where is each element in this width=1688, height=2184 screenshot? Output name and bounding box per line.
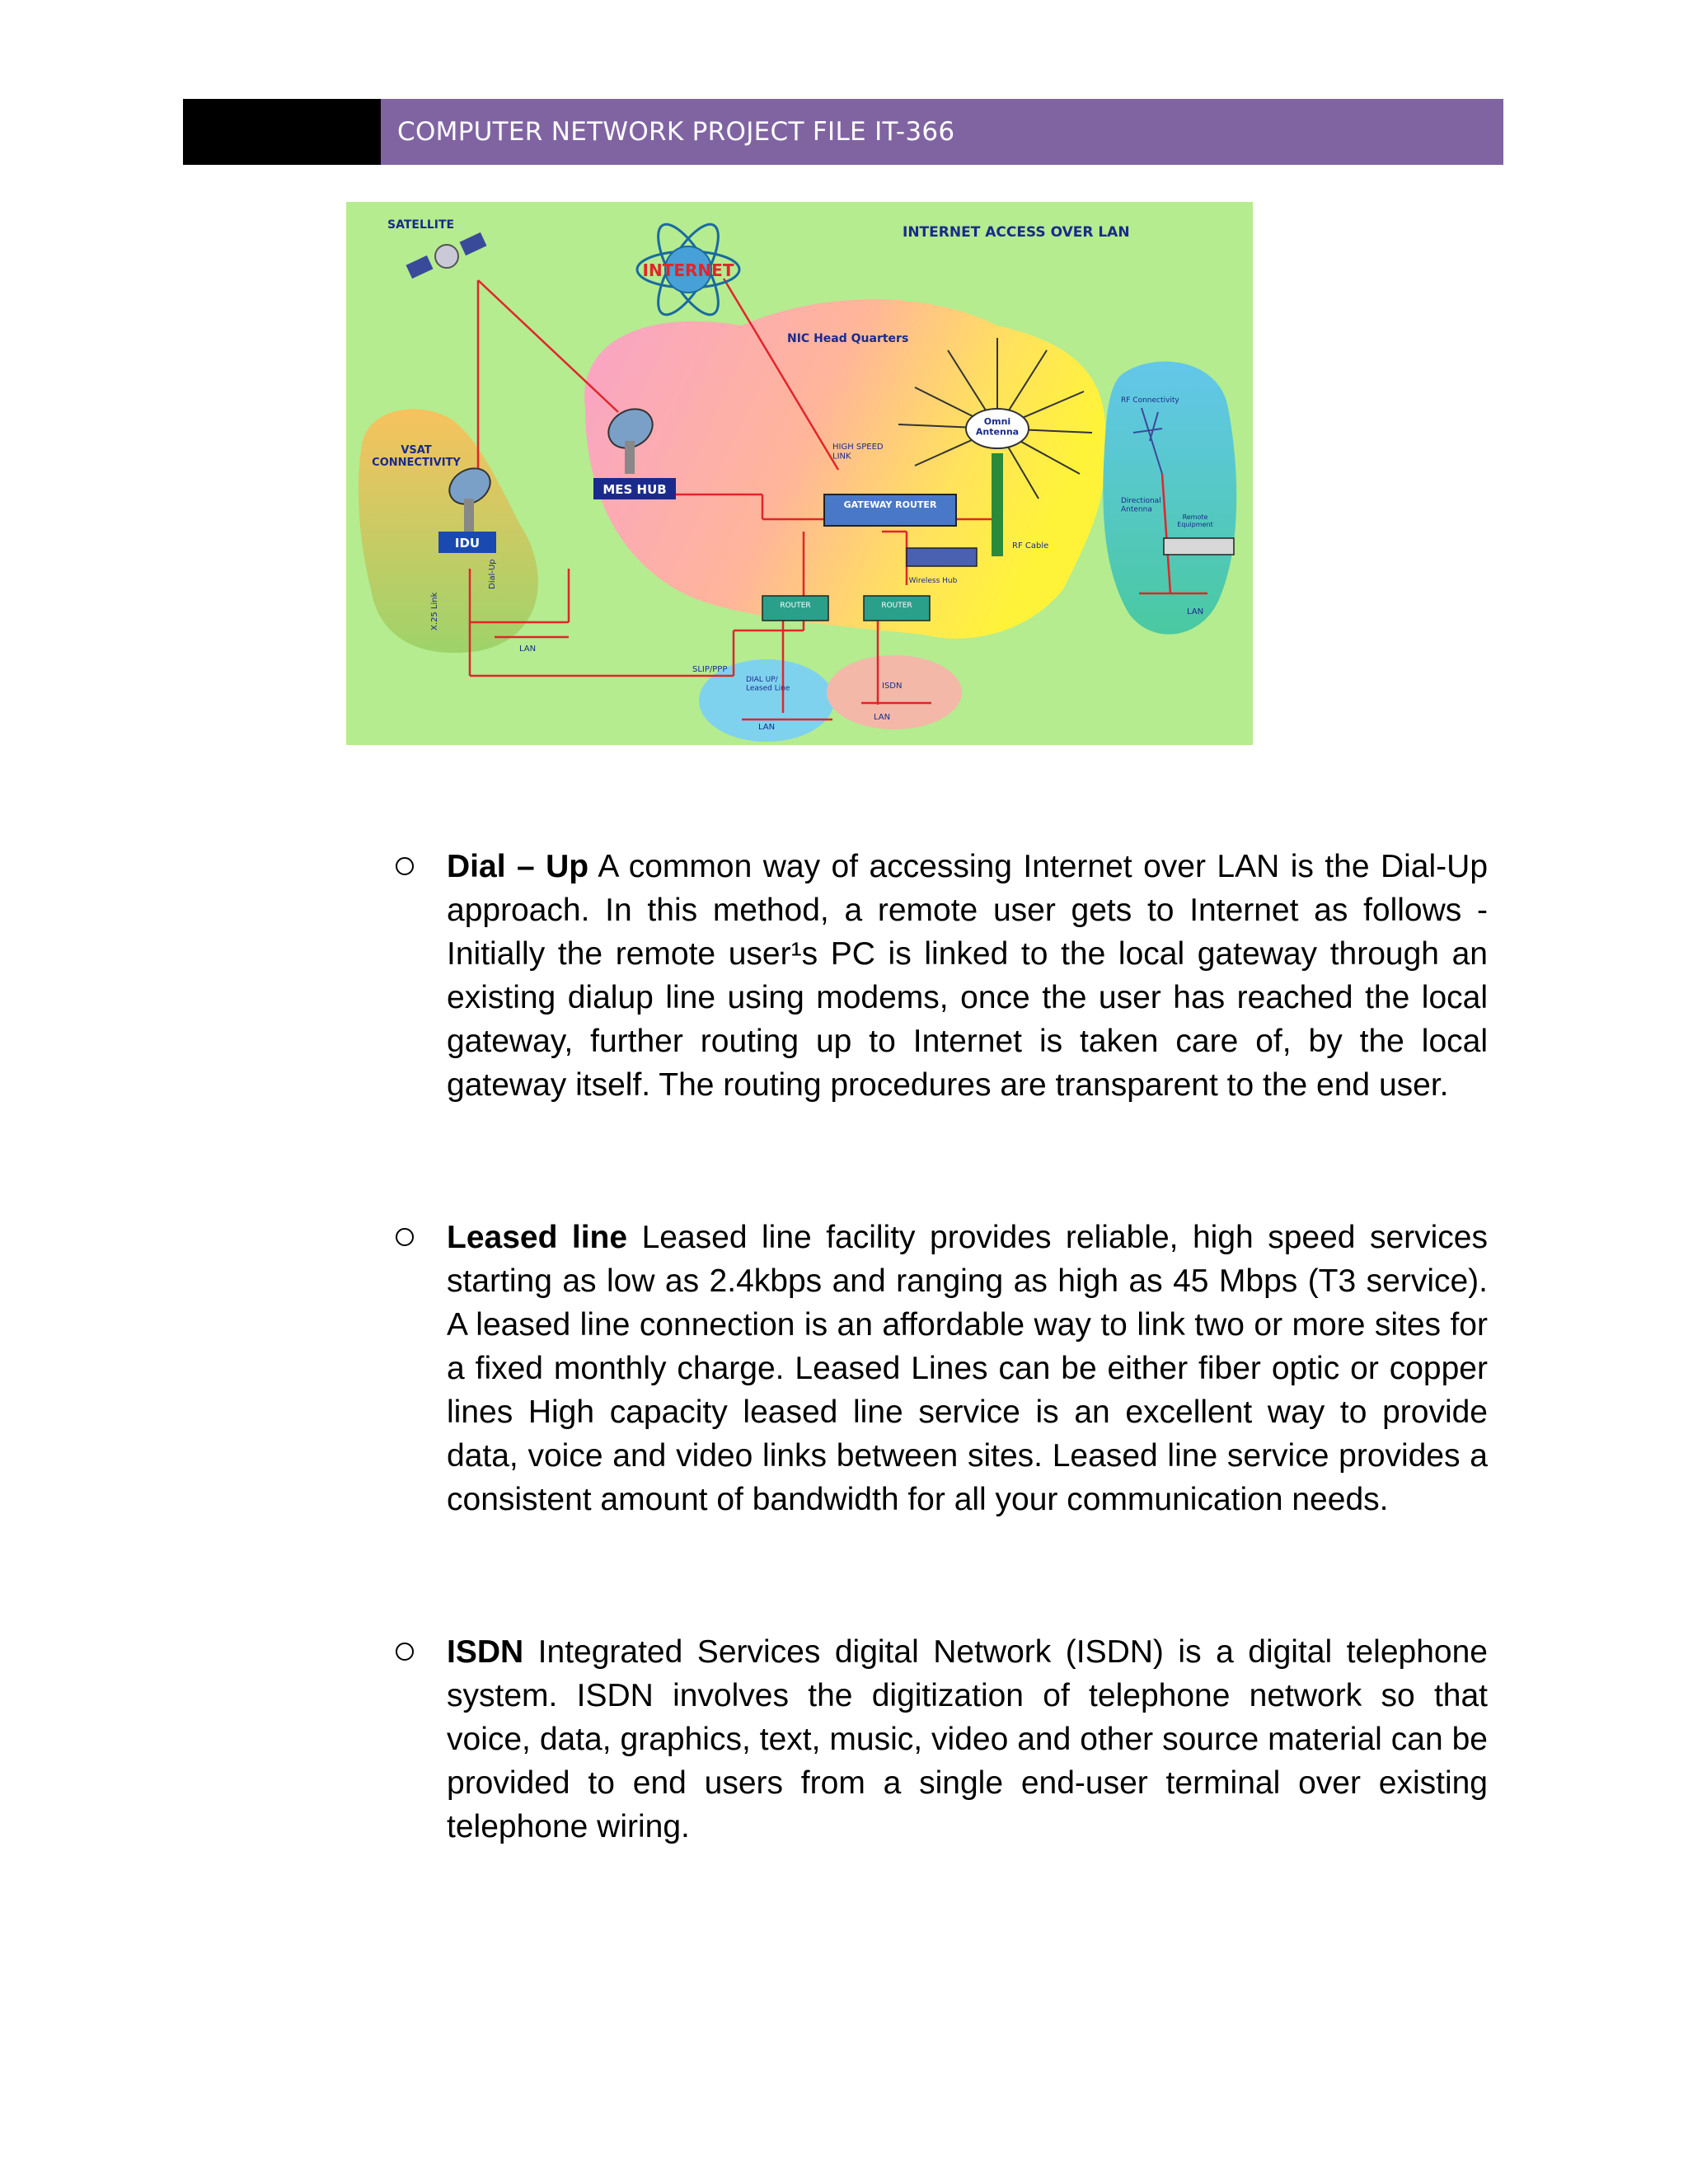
text-leased-line: Leased line facility provides reliable, high speed services starting as low as 2.4kbps and ranging as high as 45 Mbps (T3 service). A leased line connection is an affordable way to link two or more sites for a fixed monthly charge. Leased Lines can be either fiber optic or copper lines High capacity leased line service is an excellent way to provide data, voice and video links between sites. Leased line service provides a consistent amount of bandwidth for all your communication needs.	[447, 1220, 1488, 1517]
lan-right-label: LAN	[1187, 607, 1204, 616]
x25-link-label: X.25 Link	[430, 592, 439, 630]
rf-connectivity-label: RF Connectivity	[1121, 396, 1179, 405]
network-diagram	[346, 202, 1253, 745]
header-black-block	[183, 99, 381, 165]
router-label-2: ROUTER	[881, 602, 912, 610]
dialup-side-label: Dial-Up	[488, 559, 497, 589]
term-isdn: ISDN	[447, 1634, 524, 1670]
lan-isdn-label: LAN	[874, 713, 891, 722]
gateway-router-label: GATEWAY ROUTER	[843, 499, 937, 510]
antenna-mast	[992, 453, 1003, 556]
running-header: COMPUTER NETWORK PROJECT FILE IT-366	[381, 99, 1503, 165]
lan-mid-label: LAN	[758, 723, 776, 732]
term-leased-line: Leased line	[447, 1220, 628, 1255]
term-dialup: Dial – Up	[447, 849, 589, 884]
isdn-region	[827, 655, 962, 729]
high-speed-link-label: HIGH SPEED LINK	[832, 443, 884, 462]
wireless-hub-icon	[907, 548, 977, 566]
lan-left-label: LAN	[519, 644, 537, 654]
paragraph-leased-line	[447, 1216, 1488, 1521]
remote-equipment-label: Remote Equipment	[1177, 513, 1213, 529]
bullet-marker	[396, 1228, 414, 1246]
remote-equipment-icon	[1164, 538, 1234, 555]
slip-ppp-label: SLIP/PPP	[692, 665, 728, 674]
satellite-label: SATELLITE	[387, 218, 455, 232]
internet-label: INTERNET	[642, 260, 734, 280]
rf-cable-label: RF Cable	[1012, 541, 1049, 551]
idu-label: IDU	[454, 536, 481, 551]
bullet-marker	[396, 857, 414, 875]
text-dialup: A common way of accessing Internet over LAN is the Dial-Up approach. In this method, a remote user gets to Internet as follows - Initially the remote user¹s PC is linked to the local gateway through an existing dialup line using modems, once the user has reached the local gateway, further routing up to Internet is taken care of, by the local gateway itself. The routing procedures are transparent to the end user.	[447, 849, 1489, 1103]
list-item-dialup	[396, 845, 1488, 1107]
diagram-title: INTERNET ACCESS OVER LAN	[903, 224, 1130, 241]
text-isdn: Integrated Services digital Network (ISDN) is a digital telephone system. ISDN involves the digitization of telephone network so that voice, data, graphics, text, music, video and other source material can be provided to end users from a single end-user terminal over existing telephone wiring.	[447, 1634, 1488, 1844]
nic-hq-label: NIC Head Quarters	[787, 332, 909, 345]
paragraph-dialup	[447, 845, 1488, 1107]
router-label-1: ROUTER	[780, 602, 811, 610]
list-item-leased-line	[396, 1216, 1488, 1521]
isdn-label: ISDN	[882, 682, 903, 691]
bullet-marker	[396, 1643, 414, 1661]
connection-types-list	[396, 845, 1488, 1849]
omni-antenna-label: Omni Antenna	[975, 416, 1020, 438]
paragraph-isdn	[447, 1630, 1488, 1849]
dialup-leased-label: DIAL UP/ Leased Line	[746, 676, 790, 693]
wireless-hub-label: Wireless Hub	[908, 577, 958, 585]
list-item-isdn	[396, 1630, 1488, 1849]
vsat-label: VSAT CONNECTIVITY	[372, 444, 461, 469]
mes-hub-label: MES HUB	[603, 482, 667, 497]
directional-antenna-label: Directional Antenna	[1121, 497, 1161, 514]
